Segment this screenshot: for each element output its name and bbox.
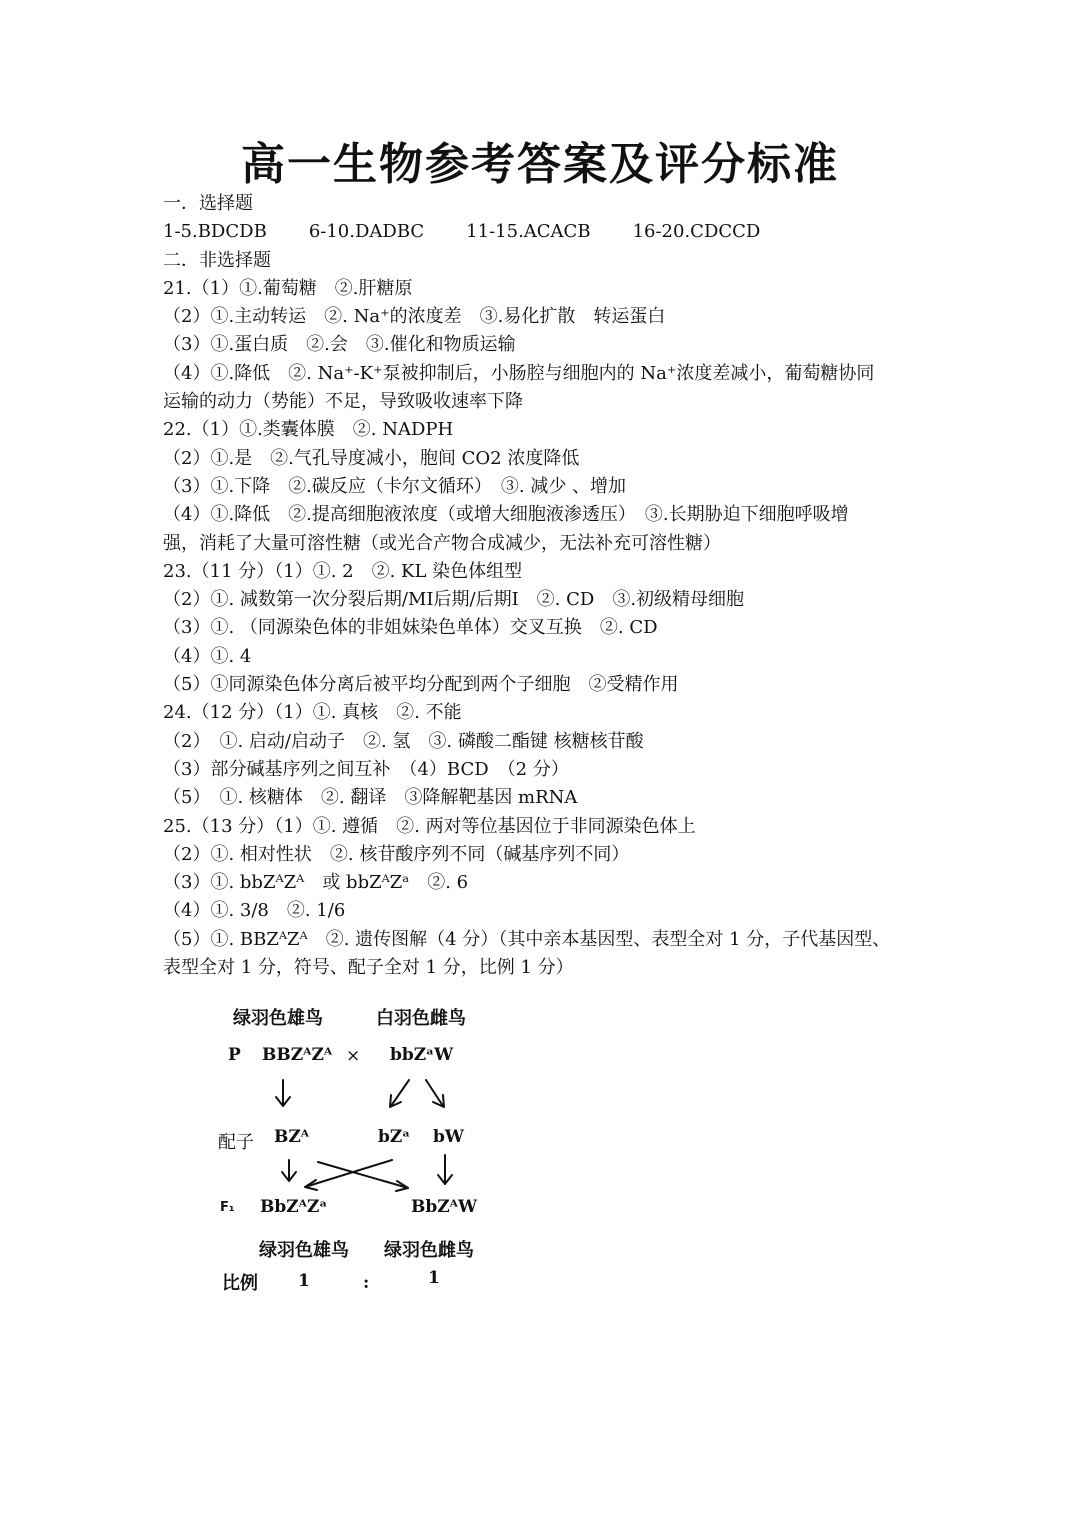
answer-line: 一．选择题 <box>163 193 253 214</box>
arrow-gamete-female-2-down-icon <box>438 1155 452 1184</box>
answer-line: （3）①.下降 ②.碳反应（卡尔文循环） ③. 减少 、增加 <box>163 475 627 497</box>
answer-line: 表型全对 1 分，符号、配子全对 1 分，比例 1 分） <box>163 957 574 979</box>
mc-answer-group: 16-20.CDCCD <box>632 221 761 243</box>
mc-answer-group: 11-15.ACACB <box>466 221 591 243</box>
offspring-1-genotype: BbZᴬZᵃ <box>260 1197 328 1217</box>
f1-label: F₁ <box>220 1200 235 1215</box>
gamete-female-1: bZᵃ <box>378 1127 411 1147</box>
answer-line: 运输的动力（势能）不足，导致吸收速率下降 <box>163 391 523 413</box>
parent-male-genotype: BBZᴬZᴬ <box>262 1045 333 1065</box>
p-label: P <box>228 1045 241 1065</box>
answer-line: （2） ①. 启动/启动子 ②. 氢 ③. 磷酸二酯键 核糖核苷酸 <box>163 730 644 752</box>
answer-line: （5）①. BBZᴬZᴬ ②. 遗传图解（4 分）（其中亲本基因型、表型全对 1 分，子代基因型、 <box>163 928 891 950</box>
answer-line: 21.（1）①.葡萄糖 ②.肝糖原 <box>163 277 413 299</box>
page-title: 高一生物参考答案及评分标准 <box>241 139 839 190</box>
parent-male-phenotype: 绿羽色雄鸟 <box>233 1008 323 1029</box>
arrow-parent-female-to-gamete-2-icon <box>426 1080 444 1107</box>
answer-line: 二．非选择题 <box>163 249 271 271</box>
ratio-value-1: 1 <box>298 1271 310 1291</box>
answer-line: （5）①同源染色体分离后被平均分配到两个子细胞 ②受精作用 <box>163 674 679 696</box>
arrow-parent-male-to-gamete-icon <box>276 1080 290 1106</box>
answer-line: 25.（13 分）（1）①. 遵循 ②. 两对等位基因位于非同源染色体上 <box>163 815 696 837</box>
answer-line: （3）部分碱基序列之间互补 （4）BCD （2 分） <box>163 758 569 780</box>
answer-line: 24.（12 分）（1）①. 真核 ②. 不能 <box>163 702 462 724</box>
offspring-1-phenotype: 绿羽色雄鸟 <box>259 1240 349 1261</box>
answer-line: （2）①.主动转运 ②. Na⁺的浓度差 ③.易化扩散 转运蛋白 <box>163 306 666 328</box>
answer-line: （4）①.降低 ②.提高细胞液浓度（或增大细胞液渗透压） ③.长期胁迫下细胞呼吸增 <box>163 504 849 526</box>
answer-line: （3）①. （同源染色体的非姐妹染色单体）交叉互换 ②. CD <box>163 617 658 639</box>
parent-female-genotype: bbZᵃW <box>390 1045 454 1065</box>
answer-line: 22.（1）①.类囊体膜 ②. NADPH <box>163 419 454 441</box>
mc-answer-group: 6-10.DADBC <box>308 221 425 243</box>
answer-line: （3）①. bbZᴬZᴬ 或 bbZᴬZᵃ ②. 6 <box>163 872 469 894</box>
parent-female-phenotype: 白羽色雌鸟 <box>376 1008 466 1029</box>
answer-line: （2）①.是 ②.气孔导度减小，胞间 CO2 浓度降低 <box>163 447 580 469</box>
answer-line: （4）①. 4 <box>163 645 252 667</box>
offspring-2-phenotype: 绿羽色雌鸟 <box>384 1240 474 1261</box>
cross-symbol: × <box>346 1046 361 1066</box>
gamete-label: 配子 <box>218 1132 254 1153</box>
arrow-gamete-male-down-icon <box>282 1160 296 1181</box>
ratio-value-2: 1 <box>428 1268 440 1288</box>
ratio-label: 比例 <box>222 1273 258 1294</box>
ratio-colon: : <box>363 1273 370 1293</box>
answer-line: （5） ①. 核糖体 ②. 翻译 ③降解靶基因 mRNA <box>163 787 578 809</box>
gamete-male: BZᴬ <box>274 1127 310 1147</box>
mc-answer-group: 1-5.BDCDB <box>163 221 267 243</box>
answer-line: （4）①.降低 ②. Na⁺-K⁺泵被抑制后，小肠腔与细胞内的 Na⁺浓度差减小，葡萄糖协同 <box>163 362 875 384</box>
gamete-female-2: bW <box>433 1127 464 1147</box>
answer-line: （2）①. 相对性状 ②. 核苷酸序列不同（碱基序列不同） <box>163 843 630 865</box>
arrow-parent-female-to-gamete-1-icon <box>390 1080 409 1107</box>
offspring-2-genotype: BbZᴬW <box>411 1197 478 1217</box>
answer-line: 23.（11 分）（1）①. 2 ②. KL 染色体组型 <box>163 560 523 582</box>
answer-line: （3）①.蛋白质 ②.会 ③.催化和物质运输 <box>163 334 516 356</box>
arrow-cross-to-offspring-2-icon <box>318 1162 408 1191</box>
arrow-cross-to-offspring-1-icon <box>305 1160 392 1190</box>
answer-line: 强，消耗了大量可溶性糖（或光合产物合成减少，无法补充可溶性糖） <box>163 532 721 554</box>
answer-line: （4）①. 3/8 ②. 1/6 <box>163 900 346 922</box>
answer-line: （2）①. 减数第一次分裂后期/MI后期/后期I ②. CD ③.初级精母细胞 <box>163 589 745 611</box>
